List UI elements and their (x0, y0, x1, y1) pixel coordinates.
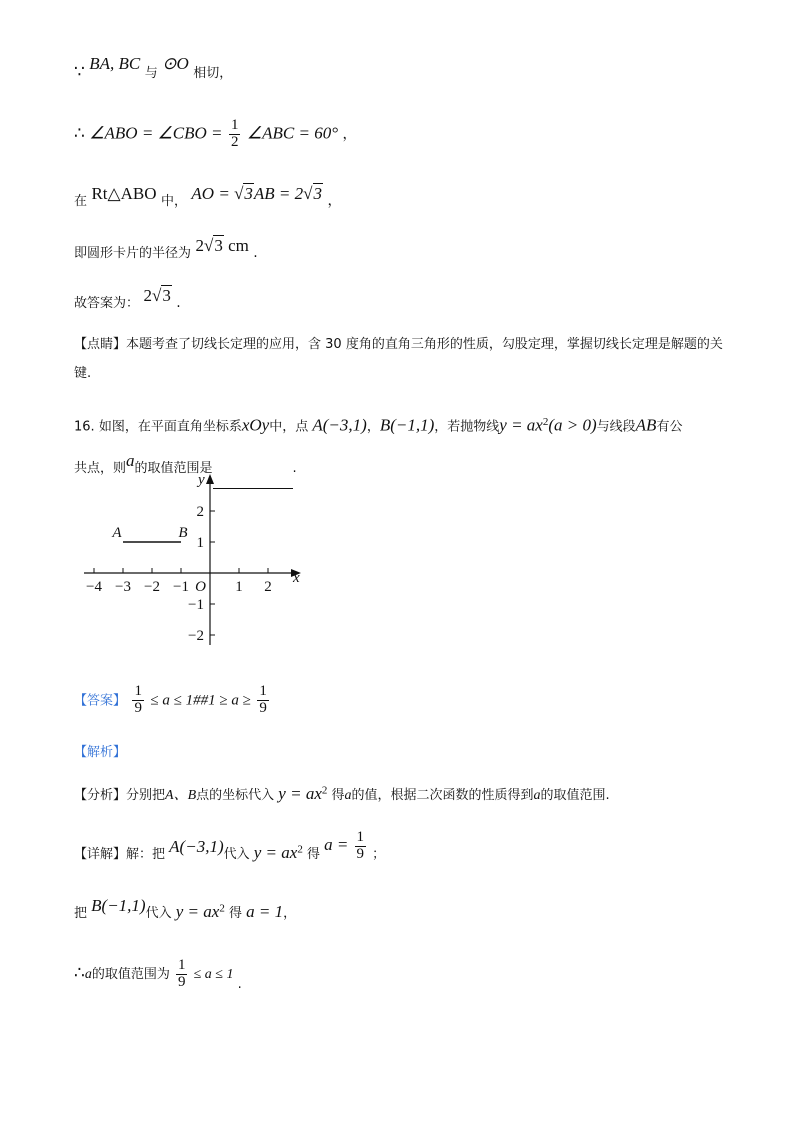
x-tick-label: 2 (264, 579, 272, 595)
detail2-point-b: B(−1,1) (91, 896, 146, 915)
fenxi-tag: 【分析】 (74, 788, 127, 803)
coordinate-graph (80, 470, 310, 650)
x-tick-label: −3 (115, 579, 131, 595)
answer-radicand: 3 (162, 286, 171, 305)
fenxi-text-3: 得 (331, 788, 345, 803)
problem-text-6: 共点，则 (74, 461, 127, 477)
period: . (176, 295, 181, 311)
point-b-label: B (178, 525, 188, 541)
triangle-name: Rt△ABO (91, 184, 157, 203)
origin-label: O (195, 579, 206, 595)
detail-result: a = (324, 834, 349, 854)
period: . (253, 245, 258, 261)
parabola-eq: y = ax (499, 415, 543, 435)
line-angles (74, 118, 357, 151)
detail2-eq: y = ax (175, 902, 220, 921)
detail2-result: a = 1 (246, 902, 284, 921)
line-fenxi (74, 784, 610, 805)
numerator: 1 (356, 829, 364, 845)
math-circle: ⊙O (162, 54, 189, 73)
x-tick-label: −2 (144, 579, 160, 595)
therefore-symbol: ∴ (74, 123, 85, 144)
problem-text-3: ，若抛物线 (434, 419, 500, 435)
fenxi-text-2: 点的坐标代入 (196, 788, 275, 803)
fenxi-a2: a (533, 788, 541, 803)
detail2-power: 2 (219, 902, 225, 915)
math-segments: BA, BC (89, 54, 141, 73)
x-axis-label: x (293, 570, 300, 586)
conclusion-text: 的取值范围为 (91, 966, 170, 982)
denominator: 9 (134, 699, 142, 716)
text-radius: 即圆形卡片的半径为 (74, 246, 192, 261)
fraction-half (229, 118, 241, 151)
comment-tag: 【点睛】 (74, 337, 127, 352)
sqrt-radicand-2: 3 (313, 184, 322, 203)
line-answer (74, 684, 271, 717)
comment-text: 本题考查了切线长定理的应用，含 30 度角的直角三角形的性质，勾股定理，掌握切线长定理是解题的关键. (74, 337, 723, 381)
coord-system: xOy (241, 415, 270, 435)
detail-sub: 代入 (223, 846, 250, 862)
text-middle: 中， (160, 194, 187, 209)
y-tick-label: −2 (188, 628, 204, 644)
y-tick-label: 2 (196, 504, 204, 520)
parabola-power: 2 (542, 416, 549, 428)
problem-text-4: 与线段 (596, 419, 636, 435)
fenxi-text-4: 的值，根据二次函数的性质得到 (351, 788, 534, 803)
answer-tag: 【答案】 (74, 693, 127, 709)
sqrt-radicand-1: 3 (244, 184, 253, 203)
radius-coef: 2 (195, 236, 204, 255)
y-tick-label: −1 (188, 597, 204, 613)
point-a-coord: A(−3,1) (312, 415, 367, 435)
therefore-symbol: ∴ (74, 962, 85, 983)
numerator: 1 (259, 683, 267, 699)
parabola-condition: (a > 0) (548, 415, 597, 435)
fenxi-text-1: 分别把 (126, 788, 166, 803)
fenxi-eq: y = ax (278, 784, 322, 803)
text-tangent: 相切， (193, 66, 233, 81)
x-tick-label: 1 (235, 579, 243, 595)
conclusion-range: ≤ a ≤ 1 (193, 966, 234, 982)
point-a-label: A (112, 525, 122, 541)
answer-fraction-2 (257, 684, 269, 717)
fenxi-power: 2 (321, 784, 328, 797)
segment-ab: AB (635, 415, 657, 435)
text-with: 与 (144, 66, 158, 81)
problem-text-2: 中，点 (269, 419, 309, 435)
answer-middle: ≤ a ≤ 1##1 ≥ a ≥ (150, 692, 251, 709)
comma: ， (327, 193, 342, 209)
detail-eq: y = ax (253, 842, 298, 862)
radius-radicand: 3 (214, 236, 223, 255)
answer-fraction-1 (132, 684, 144, 717)
comma: ， (283, 906, 297, 921)
detail2-get: 得 (228, 906, 242, 921)
line-tangent (74, 54, 233, 82)
radius-value: 2√3 cm (195, 236, 249, 255)
fenxi-points: A、B (165, 788, 197, 803)
y-tick-label: 1 (196, 535, 204, 551)
numerator: 1 (134, 683, 142, 699)
detail-get: 得 (306, 846, 320, 862)
detail2-sub: 代入 (145, 906, 172, 921)
detail-fraction (355, 830, 367, 863)
numerator: 1 (177, 957, 186, 973)
x-tick-label: −1 (173, 579, 189, 595)
text-answer: 故答案为： (74, 296, 140, 311)
angle-equation-left: ∠ABO = ∠CBO = (89, 123, 223, 143)
analysis-tag: 【解析】 (74, 745, 127, 760)
detail-power: 2 (297, 843, 303, 856)
y-axis-label: y (198, 472, 205, 488)
problem-text-1: 如图，在平面直角坐标系 (98, 419, 242, 435)
line-right-triangle (74, 184, 342, 210)
point-b-coord: B(−1,1) (379, 415, 435, 435)
line-final-answer (74, 286, 181, 312)
problem-text-5: 有公 (656, 419, 683, 435)
text-in: 在 (74, 194, 88, 209)
problem-text-7: 的取值范围是 (134, 461, 213, 477)
problem-end: . (292, 461, 297, 477)
detail-point-a: A(−3,1) (169, 836, 224, 856)
line-radius (74, 236, 258, 262)
line-detail (74, 829, 386, 871)
comment-paragraph (74, 330, 734, 388)
conclusion-a: a (84, 966, 92, 982)
denominator: 9 (356, 845, 364, 862)
line-conclusion (74, 958, 242, 991)
radius-unit: cm (223, 236, 249, 255)
equation-ao: AO = √3AB = 2√3 (191, 184, 322, 203)
problem-number: 16. (74, 419, 95, 435)
y-axis-arrow (206, 474, 214, 484)
comma: ， (342, 126, 357, 143)
fenxi-text-5: 的取值范围. (540, 788, 610, 803)
x-tick-label: −4 (86, 579, 102, 595)
detail-text-1: 解：把 (126, 846, 166, 862)
detail-tag: 【详解】 (74, 846, 127, 862)
denominator: 9 (259, 699, 267, 716)
answer-coef: 2 (143, 286, 152, 305)
conclusion-fraction (176, 958, 188, 991)
answer-value: 2√3 (143, 286, 171, 305)
separator: ， (366, 419, 380, 435)
line-detail-2 (74, 896, 297, 922)
fraction-denominator: 2 (230, 133, 239, 150)
denominator: 9 (177, 973, 186, 990)
eq-part-1: AO = (191, 184, 235, 203)
because-symbol: ∵ (74, 62, 85, 82)
period: . (237, 976, 242, 992)
var-a: a (126, 451, 135, 471)
detail2-text-1: 把 (74, 906, 88, 921)
fenxi-a: a (344, 788, 352, 803)
semicolon: ； (372, 846, 386, 862)
angle-equation-right: ∠ABC = 60° (246, 123, 339, 143)
eq-part-2: AB = 2 (253, 184, 304, 203)
fraction-numerator: 1 (230, 117, 239, 133)
